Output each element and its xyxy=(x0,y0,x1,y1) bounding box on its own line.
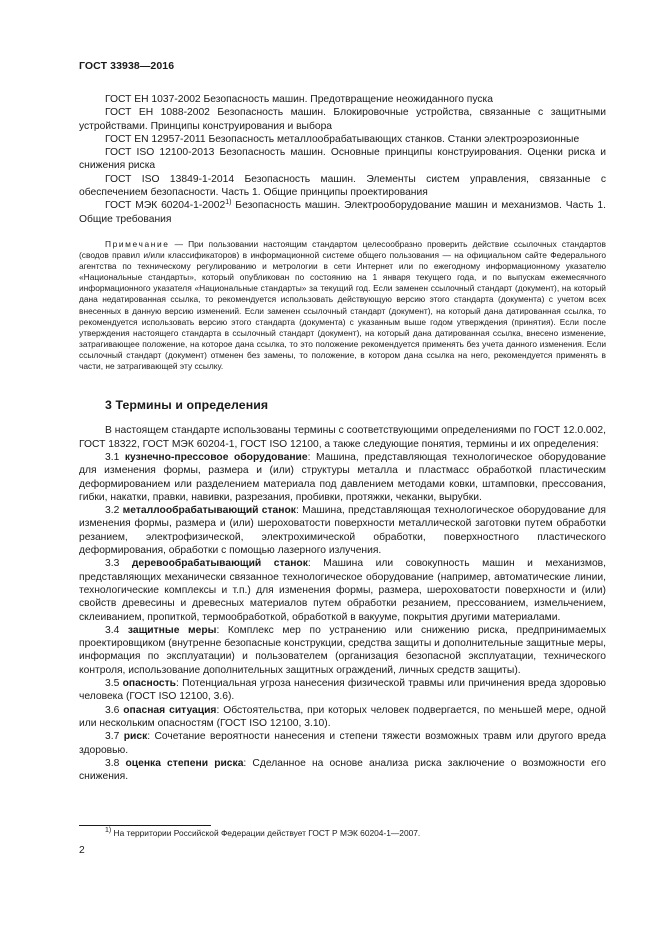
document-header: ГОСТ 33938—2016 xyxy=(79,60,175,72)
term-definition: : Комплекс мер по устранению или снижению риска, предпринимаемых проектировщиком (внутренне безопасные конструкции, средства защиты и дополнительные защитные меры, информация по эксплуатации) и пользователем (организация безопасной эксплуатации, технического контроля, использование дополнительных защитных ограждений, личных средств защиты). xyxy=(79,624,606,676)
term-definition: : Сочетание вероятности нанесения и степени тяжести возможных травм или другого вреда здоровью. xyxy=(79,731,606,756)
footnote-marker: 1) xyxy=(225,199,232,207)
term-name: опасная ситуация xyxy=(123,704,217,716)
note-label: Примечание xyxy=(105,238,170,249)
term-name: риск xyxy=(123,731,148,743)
term-entry xyxy=(79,504,606,557)
term-name: деревообрабатывающий станок xyxy=(131,558,308,570)
term-list xyxy=(79,451,606,783)
term-name: опасность xyxy=(122,678,176,690)
note-text: — При пользовании настоящим стандартом целесообразно проверить действие ссылочных стандартов (сводов правил и/или классификаторов) в информационной системе общего пользования — на официальном сайте Федерального агентства по техническому регулированию и метрологии в сети Интернет или по ежегодному информационному указателю «Национальные стандарты», который опубликован по состоянию на 1 января текущего года, и по выпускам ежемесячного информационного указателя «Национальные стандарты» за текущий год. Если заменен ссылочный стандарт (документ), на который дана недатированная ссылка, то рекомендуется использовать действующую версию этого стандарта (документа) с учетом всех внесенных в данную версию изменений. Если заменен ссылочный стандарт (документ), на который дана датированная ссылка, то рекомендуется использовать версию этого стандарта (документа) с указанным выше годом утверждения (принятия). Если после утверждения настоящего стандарта в ссылочный стандарт (документ), на который дана датированная ссылка, внесено изменение, затрагивающее положение, на которое дана ссылка, то это положение рекомендуется применять без учета данного изменения. Если ссылочный стандарт (документ) отменен без замены, то положение, в котором дана ссылка на него, рекомендуется применять в части, не затрагивающей эту ссылку. xyxy=(79,238,606,371)
term-number: 3.8 xyxy=(105,757,126,769)
reference-item: ГОСТ EN 12957-2011 Безопасность металлообрабатывающих станков. Станки электроэрозионные xyxy=(105,133,580,145)
term-entry xyxy=(79,624,606,677)
note-paragraph xyxy=(79,239,606,372)
term-number: 3.2 xyxy=(105,505,123,517)
page-number: 2 xyxy=(79,845,85,856)
section-intro: В настоящем стандарте использованы термины с соответствующими определениями по ГОСТ 12.0.002, ГОСТ 18322, ГОСТ МЭК 60204-1, ГОСТ ISO 12100, а также следующие понятия, термины и их определения: xyxy=(79,425,606,450)
footnote-marker: 1) xyxy=(105,827,112,834)
term-number: 3.7 xyxy=(105,731,124,743)
term-number: 3.6 xyxy=(105,704,124,716)
reference-item xyxy=(79,199,606,226)
section-heading: 3 Термины и определения xyxy=(105,398,269,413)
term-definition: : Машина, представляющая технологическое оборудование для изменения формы, размера и (или) шероховатости поверхности металлической заготовки путем обработки резанием, электрофизической, электрохимической обработки, поверхностного пластического деформирования, обработки с помощью лазерного излучения. xyxy=(79,505,607,557)
term-number: 3.4 xyxy=(105,624,128,636)
term-name: оценка степени риска xyxy=(125,757,244,769)
reference-title: Безопасность машин. Электрооборудование машин и механизмов. Часть 1. Общие требования xyxy=(79,200,606,225)
term-definition: : Обстоятельства, при которых человек подвергается, по меньшей мере, одной или нескольким опасностям (ГОСТ ISO 12100, 3.10). xyxy=(79,704,606,729)
term-name: кузнечно-прессовое оборудование xyxy=(124,451,308,463)
term-definition: : Машина, представляющая технологическое оборудование для изменения формы, размера и (или) структуры металла и пластмасс обработкой пластическим деформированием или разделением материала под давлением методами ковки, штамповки, прессования, гибки, накатки, правки, навивки, разрезания, пробивки, протяжки, чеканки, вырубки. xyxy=(79,451,606,503)
footnote xyxy=(79,828,606,839)
reference-item: ГОСТ ЕН 1088-2002 Безопасность машин. Блокировочные устройства, связанные с защитными устройствами. Принципы конструирования и выбора xyxy=(79,107,606,132)
reference-item: ГОСТ ЕН 1037-2002 Безопасность машин. Предотвращение неожиданного пуска xyxy=(105,94,494,105)
term-definition: : Машина или совокупность машин и механизмов, представляющих механически связанное технологическое оборудование (например, автоматические линии, технологические комплексы и т.п.) для изменения формы, размера, шероховатости поверхности и (или) свойств древесины и древесных материалов путем обработки резанием, прессованием, измельчением, склеиванием, пропиткой, термообработкой, обработкой в вакууме, покрытия другими материалами. xyxy=(79,558,606,623)
term-definition: : Сделанное на основе анализа риска заключение о возможности его снижения. xyxy=(79,757,606,783)
term-entry xyxy=(79,704,606,731)
term-entry xyxy=(79,451,606,504)
normative-references xyxy=(79,93,606,226)
reference-item: ГОСТ ISO 13849-1-2014 Безопасность машин. Элементы систем управления, связанные с обеспечением безопасности. Часть 1. Общие принципы проектирования xyxy=(79,173,606,199)
footnote-text: На территории Российской Федерации действует ГОСТ Р МЭК 60204-1—2007. xyxy=(111,828,421,838)
term-name: металлообрабатывающий станок xyxy=(122,505,296,517)
term-entry xyxy=(79,677,606,704)
term-entry xyxy=(79,757,606,784)
term-number: 3.1 xyxy=(105,451,125,463)
page-body xyxy=(79,93,606,783)
term-entry xyxy=(79,557,606,623)
term-definition: : Потенциальная угроза нанесения физической травмы или причинения вреда здоровью человека (ГОСТ ISO 12100, 3.6). xyxy=(79,678,606,703)
term-number: 3.3 xyxy=(105,558,132,570)
reference-item: ГОСТ ISO 12100-2013 Безопасность машин. Основные принципы конструирования. Оценки риска и снижения риска xyxy=(79,147,606,172)
term-name: защитные меры xyxy=(127,624,217,636)
term-entry xyxy=(79,730,606,757)
reference-code: ГОСТ МЭК 60204-1-2002 xyxy=(105,200,226,212)
footnote-divider xyxy=(79,825,211,826)
term-number: 3.5 xyxy=(105,678,123,690)
